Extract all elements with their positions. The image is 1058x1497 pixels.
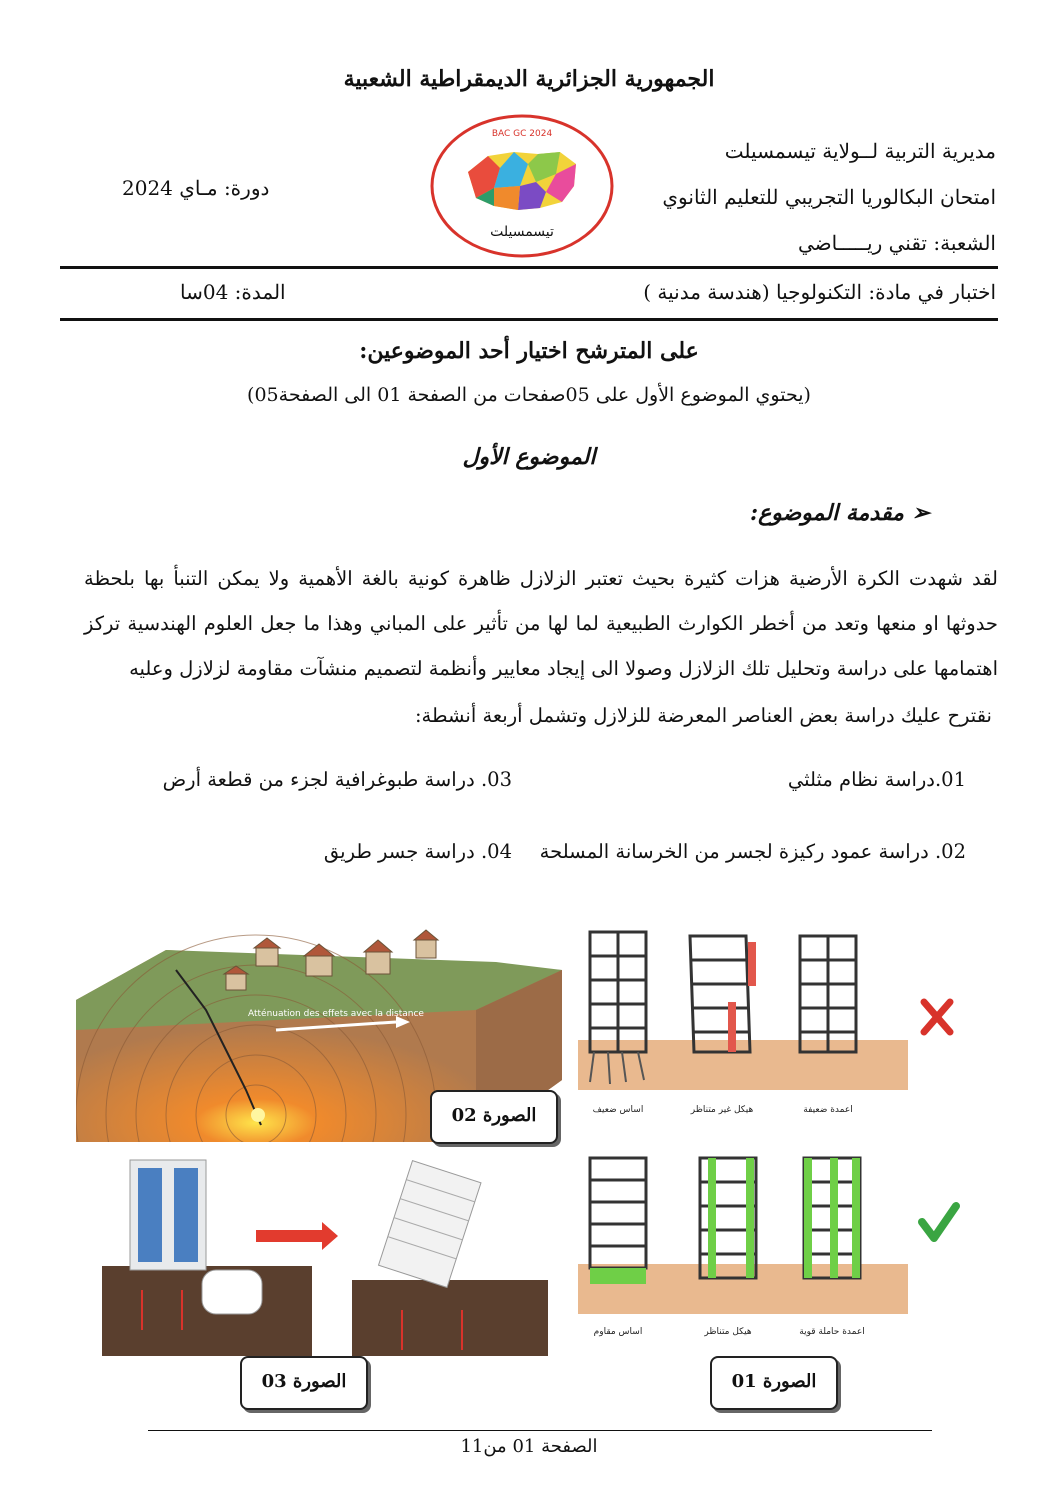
country-title: الجمهورية الجزائرية الديمقراطية الشعبية xyxy=(343,66,715,92)
label-symmetric-frame: هيكل متناظر xyxy=(704,1327,752,1337)
check-icon xyxy=(922,1206,956,1238)
activity-2: 02. دراسة عمود ركيزة لجسر من الخرسانة المسلحة xyxy=(539,840,966,863)
exam-duration: المدة: 04سا xyxy=(180,280,286,304)
session: دورة: مـاي 2024 xyxy=(122,176,270,200)
intro-heading xyxy=(750,500,930,526)
figure-1-caption: الصورة 01 xyxy=(710,1356,838,1410)
intro-heading-text: مقدمة الموضوع: xyxy=(750,500,904,526)
header-rule-top xyxy=(60,266,998,269)
map-icon xyxy=(468,152,576,210)
header-info xyxy=(636,128,996,266)
branch: الشعبة: تقني ريـــــاضي xyxy=(797,231,996,255)
label-strong-columns: اعمدة حاملة قوية xyxy=(799,1327,865,1337)
footer-rule xyxy=(148,1430,932,1431)
intro-paragraph: لقد شهدت الكرة الأرضية هزات كثيرة بحيث تعتبر الزلازل ظاهرة كونية بالغة الأهمية ولا يمكن التنبأ بها بلحظة حدوثها او منعها وتعد من أخطر الكوارث الطبيعية لما لها من تأثير على المباني وهذا ما جعل العلوم الهندسية تركز اهتمامها على دراسة وتحليل تلك الزلازل وصولا الى إيجاد معايير وأنظمة لتصميم منشآت مقاومة لزلازل وعليه xyxy=(84,567,998,680)
label-weak-foundation: اساس ضعيف xyxy=(592,1105,644,1115)
activity-4: 04. دراسة جسر طريق xyxy=(323,840,512,863)
figure-2-caption: الصورة 02 xyxy=(430,1090,558,1144)
tower-tilt-illustration xyxy=(102,1150,548,1356)
label-asymmetric-frame: هيكل غير متناظر xyxy=(690,1105,754,1115)
topic-title: الموضوع الأول xyxy=(462,444,596,470)
logo-city-text: تيسمسيلت xyxy=(490,224,554,240)
label-resistant-foundation: اساس مقاوم xyxy=(593,1327,643,1337)
label-weak-columns: اعمدة ضعيفة xyxy=(803,1105,853,1115)
logo-top-text: BAC GC 2024 xyxy=(491,129,553,139)
cross-icon xyxy=(924,1002,950,1032)
attenuation-label: Atténuation des effets avec la distance xyxy=(248,1009,424,1019)
activity-1: 01.دراسة نظام مثلثي xyxy=(787,768,966,791)
choose-instruction: على المترشح اختيار أحد الموضوعين: xyxy=(359,338,699,364)
exam-subject: اختبار في مادة: التكنولوجيا (هندسة مدنية ) xyxy=(643,280,996,304)
directorate: مديرية التربية لــولاية تيسمسيلت xyxy=(724,139,996,163)
school-logo xyxy=(428,112,616,260)
arrow-icon: ➢ xyxy=(903,500,930,526)
activity-3: 03. دراسة طبوغرافية لجزء من قطعة أرض xyxy=(162,768,512,791)
strong-frames-illustration xyxy=(578,1148,976,1354)
page-range-note: (يحتوي الموضوع الأول على 05صفحات من الصفحة 01 الى الصفحة05) xyxy=(247,384,811,406)
weak-frames-illustration xyxy=(578,922,976,1132)
exam-name: امتحان البكالوريا التجريبي للتعليم الثانوي xyxy=(662,185,996,209)
figure-3-caption: الصورة 03 xyxy=(240,1356,368,1410)
header-rule-bottom xyxy=(60,318,998,321)
activities-intro: نقترح عليك دراسة بعض العناصر المعرضة للزلازل وتشمل أربعة أنشطة: xyxy=(414,704,992,727)
page-number: الصفحة 01 من11 xyxy=(460,1436,598,1457)
